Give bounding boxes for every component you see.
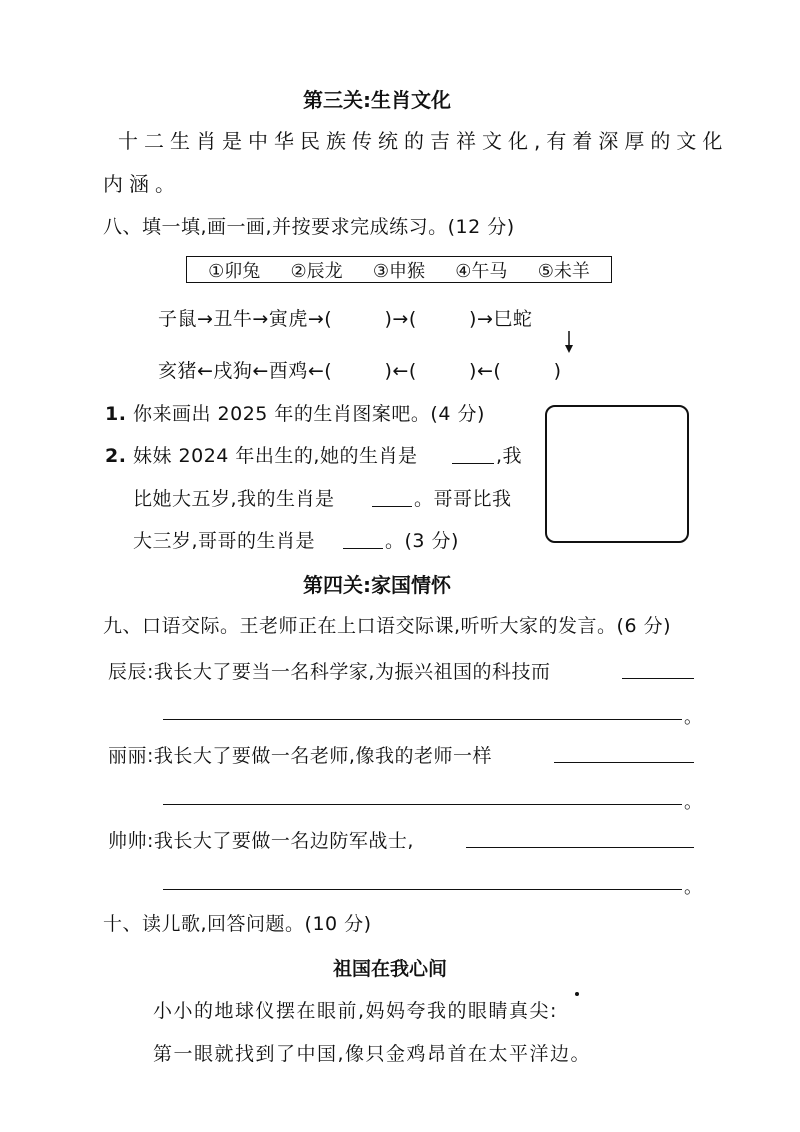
drawing-box[interactable]	[545, 405, 689, 543]
speaker-chenchen: 辰辰:我长大了要当一名科学家,为振兴祖国的科技而	[108, 661, 551, 683]
option-3: ③申猴	[372, 260, 426, 282]
section3-title: 第三关:生肖文化	[303, 88, 451, 112]
poem-line2: 第一眼就找到了中国,像只金鸡昂首在太平洋边。	[153, 1043, 592, 1065]
section3-intro-line2: 内涵。	[103, 172, 181, 196]
period-3: 。	[684, 877, 702, 898]
answer-blank-my-zodiac[interactable]	[372, 506, 412, 507]
section3-intro-line1: 十二生肖是中华民族传统的吉祥文化,有着深厚的文化	[118, 129, 729, 153]
q8-sub2-line3: 大三岁,哥哥的生肖是	[133, 530, 316, 552]
period-2: 。	[684, 792, 702, 813]
q8-sub2-line2: 比她大五岁,我的生肖是	[133, 488, 335, 510]
sub2-line2-end: 。哥哥比我	[414, 488, 512, 510]
q9-prompt: 九、口语交际。王老师正在上口语交际课,听听大家的发言。(6 分)	[103, 615, 671, 637]
period-1: 。	[684, 707, 702, 728]
q8-prompt: 八、填一填,画一画,并按要求完成练习。(12 分)	[103, 216, 515, 238]
answer-blank-brother-zodiac[interactable]	[343, 548, 383, 549]
answer-line-chenchen-2[interactable]	[163, 719, 682, 720]
poem-line1: 小小的地球仪摆在眼前,妈妈夸我的眼睛真尖:	[153, 1000, 558, 1022]
answer-line-lili-2[interactable]	[163, 804, 682, 805]
option-1: ①卯兔	[208, 260, 261, 282]
answer-line-shuaishuai-1[interactable]	[466, 847, 694, 848]
section4-title: 第四关:家国情怀	[303, 573, 451, 597]
answer-line-chenchen-1[interactable]	[622, 678, 694, 679]
option-2: ②辰龙	[290, 260, 343, 282]
sub2-line1-end: ,我	[496, 445, 523, 467]
poem-title: 祖国在我心间	[333, 958, 448, 980]
q8-sub1	[105, 399, 485, 426]
q8-sub2-line1	[105, 441, 417, 468]
answer-line-shuaishuai-2[interactable]	[163, 889, 682, 890]
option-5: ⑤未羊	[537, 260, 590, 282]
speaker-shuaishuai: 帅帅:我长大了要做一名边防军战士,	[108, 830, 414, 852]
sub1-number: 1.	[105, 403, 127, 425]
zodiac-chain-top: 子鼠→丑牛→寅虎→( )→( )→巳蛇	[158, 308, 533, 330]
zodiac-chain-bottom: 亥猪←戌狗←酉鸡←( )←( )←( )	[158, 360, 562, 382]
arrow-down-icon	[564, 331, 574, 353]
answer-line-lili-1[interactable]	[554, 762, 694, 763]
answer-blank-sister-zodiac[interactable]	[452, 463, 494, 464]
emphasis-dot	[575, 992, 579, 996]
option-4: ④午马	[455, 260, 508, 282]
sub1-text: 你来画出 2025 年的生肖图案吧。(4 分)	[133, 403, 485, 425]
zodiac-options-box	[186, 256, 612, 283]
sub2-number: 2.	[105, 445, 127, 467]
q10-prompt: 十、读儿歌,回答问题。(10 分)	[103, 913, 372, 935]
sub2-line1-text: 妹妹 2024 年出生的,她的生肖是	[133, 445, 418, 467]
sub2-line3-end: 。(3 分)	[385, 530, 459, 552]
speaker-lili: 丽丽:我长大了要做一名老师,像我的老师一样	[108, 745, 492, 767]
